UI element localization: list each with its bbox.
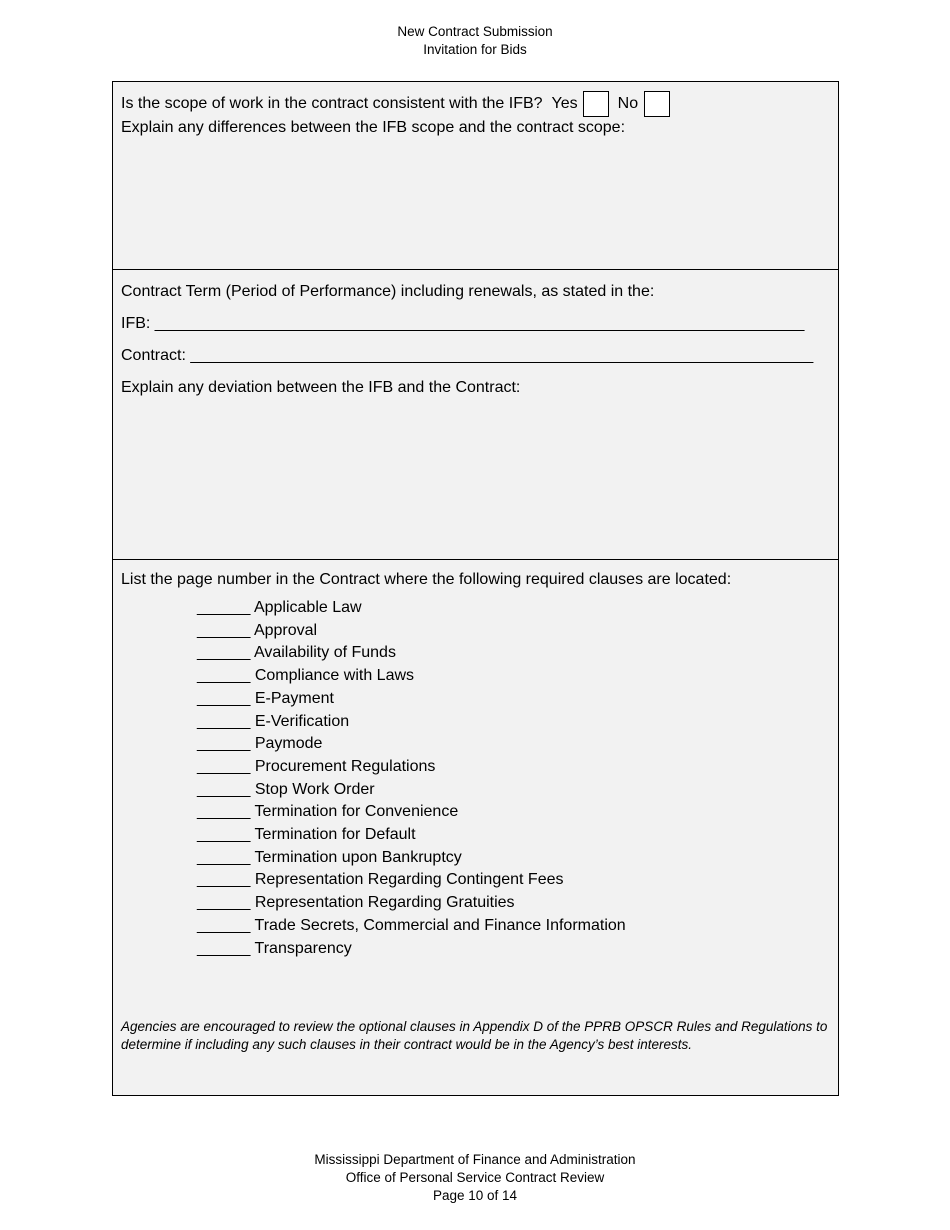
page-footer [0,1151,950,1205]
clause-item [197,892,830,915]
yes-label: Yes [551,95,578,112]
clause-label: Transparency [254,939,352,957]
clause-label: Stop Work Order [254,780,375,798]
clause-page-blank[interactable]: ______ [197,871,251,889]
clause-label: Compliance with Laws [254,667,415,685]
clause-page-blank[interactable]: ______ [197,599,251,616]
scope-section [113,91,838,270]
clause-page-blank[interactable]: ______ [197,780,251,798]
clause-item [197,711,830,734]
term-explain-label: Explain any deviation between the IFB and the Contract: [121,379,521,396]
clause-page-blank[interactable]: ______ [197,939,251,957]
clauses-intro: List the page number in the Contract where the following required clauses are located: [121,571,732,588]
clause-item [197,915,830,938]
clause-page-blank[interactable]: ______ [197,894,251,912]
clause-label: Representation Regarding Contingent Fees [254,871,564,889]
clause-item [197,938,830,961]
clause-label: Termination upon Bankruptcy [254,848,462,866]
clause-label: Trade Secrets, Commercial and Finance Information [254,916,626,934]
form-table [112,81,839,1096]
term-section [113,281,838,560]
clause-item [197,665,830,688]
clause-label: Applicable Law [253,599,362,616]
yes-checkbox[interactable] [583,91,609,117]
clause-page-blank[interactable]: ______ [197,916,251,934]
scope-question-row [121,91,830,117]
clause-page-blank[interactable]: ______ [197,667,251,685]
clause-list [197,597,830,960]
clauses-section [113,569,838,1095]
ifb-term-field[interactable]: IFB: _________________________________________________________________________ [121,315,805,332]
clause-item [197,824,830,847]
clause-label: Termination for Default [254,826,416,844]
clause-page-blank[interactable]: ______ [197,644,251,662]
clause-label: Representation Regarding Gratuities [254,894,515,912]
clause-label: Termination for Convenience [254,803,459,821]
clause-page-blank[interactable]: ______ [197,735,251,753]
clause-page-blank[interactable]: ______ [197,826,251,844]
clause-page-blank[interactable]: ______ [197,803,251,821]
no-checkbox[interactable] [644,91,670,117]
clause-page-blank[interactable]: ______ [197,621,251,639]
clause-item [197,756,830,779]
footer-office: Office of Personal Service Contract Review [345,1170,605,1185]
clause-item [197,642,830,665]
scope-question: Is the scope of work in the contract consistent with the IFB? [121,95,543,112]
clause-label: Approval [253,621,318,639]
clause-page-blank[interactable]: ______ [197,848,251,866]
page-number: Page 10 of 14 [432,1188,518,1203]
clause-page-blank[interactable]: ______ [197,757,251,775]
clause-label: E-Payment [254,689,334,707]
clause-label: Procurement Regulations [254,757,436,775]
clause-page-blank[interactable]: ______ [197,689,251,707]
clause-label: E-Verification [254,712,350,730]
page-header [0,23,950,59]
header-title: New Contract Submission [397,24,553,39]
clause-item [197,620,830,643]
contract-term-field[interactable]: Contract: ______________________________________________________________________ [121,347,814,364]
clause-label: Availability of Funds [253,644,396,662]
clause-item [197,801,830,824]
clause-item [197,733,830,756]
term-intro: Contract Term (Period of Performance) including renewals, as stated in the: [121,283,655,300]
footer-department: Mississippi Department of Finance and Administration [314,1152,636,1167]
scope-explain-label: Explain any differences between the IFB scope and the contract scope: [121,119,626,136]
optional-clauses-note: Agencies are encouraged to review the optional clauses in Appendix D of the PPRB OPSCR Rules and Regulations to determine if including any such clauses in their contract would be in the Agency’s best interests. [121,1019,828,1052]
clause-label: Paymode [254,735,323,753]
clause-item [197,688,830,711]
clause-item [197,597,830,620]
clause-page-blank[interactable]: ______ [197,712,251,730]
clause-item [197,847,830,870]
clause-item [197,779,830,802]
no-label: No [617,95,639,112]
clause-item [197,869,830,892]
header-subtitle: Invitation for Bids [423,42,527,57]
